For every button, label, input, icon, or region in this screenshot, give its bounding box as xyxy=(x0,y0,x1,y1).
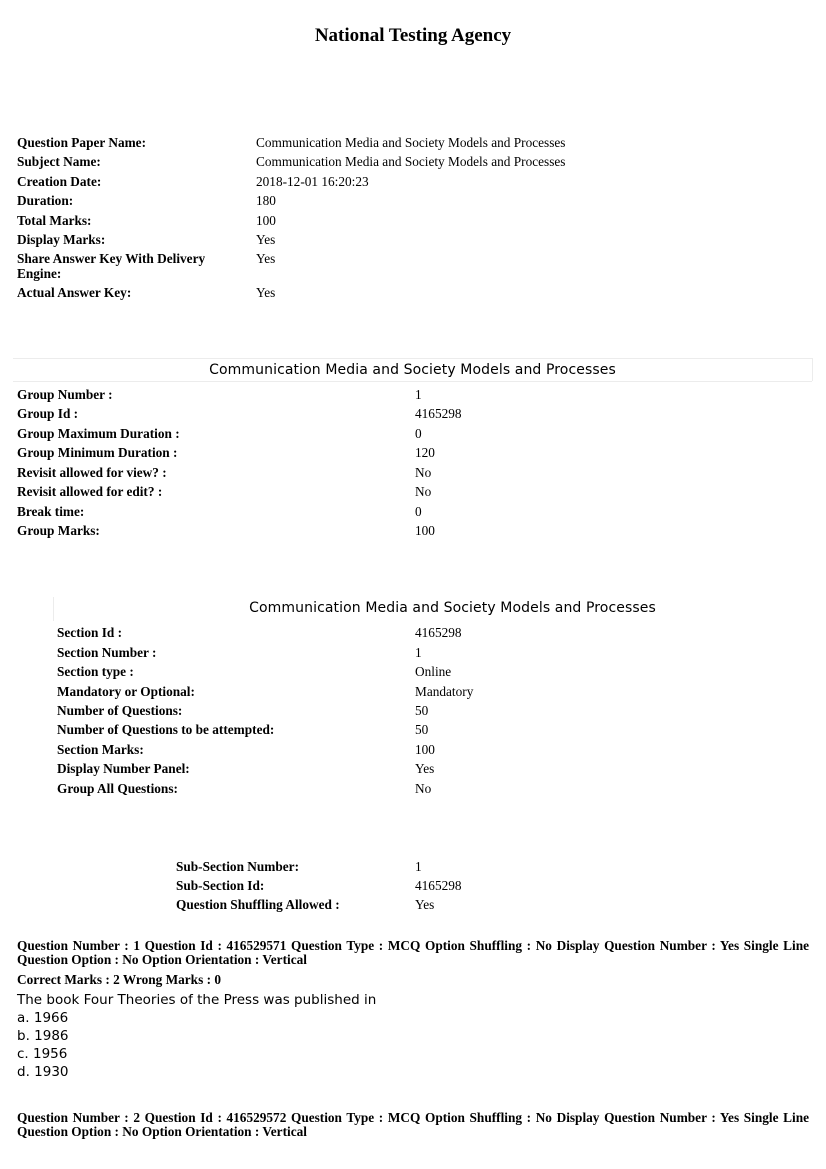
field-value: 0 xyxy=(415,504,422,519)
group-title: Communication Media and Society Models and Processes xyxy=(209,362,616,378)
question-header: Question Number : 2 Question Id : 416529572 Question Type : MCQ Option Shuffling : No Display Question Number : Yes Single Line Question Option : No Option Orientation : Vertical xyxy=(17,1110,809,1139)
section-row xyxy=(57,703,807,719)
field-value: Online xyxy=(415,664,452,679)
divider xyxy=(13,381,812,382)
section-row xyxy=(57,664,807,680)
field-label: Display Marks: xyxy=(17,232,106,247)
field-label: Number of Questions: xyxy=(57,703,183,718)
field-value: No xyxy=(415,781,432,796)
field-value: 1 xyxy=(415,645,422,660)
paper-info-row xyxy=(17,251,807,281)
section-row xyxy=(57,722,807,738)
question-marks: Correct Marks : 2 Wrong Marks : 0 xyxy=(17,972,221,987)
field-value: Communication Media and Society Models and Processes xyxy=(256,154,566,169)
field-value: Communication Media and Society Models and Processes xyxy=(256,135,566,150)
paper-info-row xyxy=(17,213,807,229)
paper-info-row xyxy=(17,174,807,190)
paper-info-row xyxy=(17,154,807,170)
paper-info-row xyxy=(17,135,807,151)
group-row xyxy=(17,445,807,461)
subsection-row xyxy=(176,878,806,894)
field-label: Revisit allowed for edit? : xyxy=(17,484,163,499)
section-row xyxy=(57,645,807,661)
field-value: Yes xyxy=(415,897,435,912)
field-value: 120 xyxy=(415,445,435,460)
field-label: Group Maximum Duration : xyxy=(17,426,180,441)
group-row xyxy=(17,465,807,481)
field-label: Question Paper Name: xyxy=(17,135,147,150)
field-value: Yes xyxy=(256,232,276,247)
field-label: Group Marks: xyxy=(17,523,100,538)
field-label: Section Number : xyxy=(57,645,157,660)
field-value: 4165298 xyxy=(415,878,462,893)
field-label: Subject Name: xyxy=(17,154,101,169)
field-label: Total Marks: xyxy=(17,213,92,228)
field-value: 1 xyxy=(415,859,422,874)
field-label: Break time: xyxy=(17,504,85,519)
field-value: No xyxy=(415,465,432,480)
section-row xyxy=(57,684,807,700)
option-d: d. 1930 xyxy=(17,1064,69,1080)
field-label: Group Minimum Duration : xyxy=(17,445,178,460)
field-label: Sub-Section Id: xyxy=(176,878,265,893)
field-label: Group Number : xyxy=(17,387,113,402)
paper-info-row xyxy=(17,193,807,209)
field-label: Number of Questions to be attempted: xyxy=(57,722,275,737)
field-value: Yes xyxy=(256,251,276,266)
field-value: Mandatory xyxy=(415,684,474,699)
field-value: 4165298 xyxy=(415,625,462,640)
divider xyxy=(812,358,813,381)
field-value: 100 xyxy=(415,523,435,538)
divider xyxy=(13,358,812,359)
field-value: 2018-12-01 16:20:23 xyxy=(256,174,369,189)
field-label: Group Id : xyxy=(17,406,79,421)
field-label: Actual Answer Key: xyxy=(17,285,132,300)
field-label: Share Answer Key With Delivery Engine: xyxy=(17,251,206,281)
subsection-row xyxy=(176,897,806,913)
group-row xyxy=(17,387,807,403)
section-title: Communication Media and Society Models and Processes xyxy=(249,600,656,616)
question-text: The book Four Theories of the Press was published in xyxy=(17,992,377,1008)
field-value: Yes xyxy=(415,761,435,776)
field-value: 100 xyxy=(256,213,276,228)
field-label: Section Marks: xyxy=(57,742,144,757)
field-label: Section type : xyxy=(57,664,134,679)
option-a: a. 1966 xyxy=(17,1010,69,1026)
field-value: No xyxy=(415,484,432,499)
group-row xyxy=(17,426,807,442)
question-header: Question Number : 1 Question Id : 416529571 Question Type : MCQ Option Shuffling : No Display Question Number : Yes Single Line Question Option : No Option Orientation : Vertical xyxy=(17,938,809,967)
field-value: 50 xyxy=(415,703,429,718)
field-value: 100 xyxy=(415,742,435,757)
section-row xyxy=(57,742,807,758)
section-row xyxy=(57,761,807,777)
field-label: Display Number Panel: xyxy=(57,761,190,776)
field-label: Mandatory or Optional: xyxy=(57,684,195,699)
field-label: Group All Questions: xyxy=(57,781,178,796)
paper-info-row xyxy=(17,285,807,301)
field-label: Section Id : xyxy=(57,625,123,640)
group-row xyxy=(17,504,807,520)
group-row xyxy=(17,523,807,539)
field-label: Sub-Section Number: xyxy=(176,859,300,874)
field-value: 180 xyxy=(256,193,276,208)
page-title: National Testing Agency xyxy=(314,25,512,46)
field-value: Yes xyxy=(256,285,276,300)
field-label: Question Shuffling Allowed : xyxy=(176,897,340,912)
field-label: Duration: xyxy=(17,193,74,208)
section-row xyxy=(57,625,807,641)
subsection-row xyxy=(176,859,806,875)
field-value: 50 xyxy=(415,722,429,737)
field-value: 4165298 xyxy=(415,406,462,421)
option-c: c. 1956 xyxy=(17,1046,68,1062)
field-label: Revisit allowed for view? : xyxy=(17,465,167,480)
section-row xyxy=(57,781,807,797)
group-row xyxy=(17,484,807,500)
option-b: b. 1986 xyxy=(17,1028,69,1044)
field-label: Creation Date: xyxy=(17,174,102,189)
field-value: 0 xyxy=(415,426,422,441)
field-value: 1 xyxy=(415,387,422,402)
paper-info-row xyxy=(17,232,807,248)
group-row xyxy=(17,406,807,422)
